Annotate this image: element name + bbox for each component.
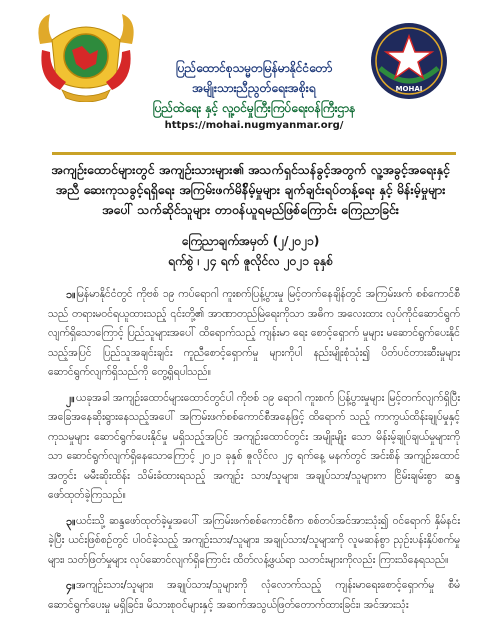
paragraph: [48, 389, 460, 506]
header-government-line: အမျိုးသားညီညွတ်ရေးအစိုးရ: [192, 81, 316, 95]
paragraph-number: ၃။: [66, 514, 76, 528]
statement-title: အကျဉ်းထောင်များတွင် အကျဉ်းသားများ၏ အသက်ရှင်သန်ခွင့်အတွက် လူ့အခွင့်အရေးနှင့်အညီ ဆေးကုသခွင့်ရရှိရေး အကြမ်းဖက်မိန်ိမ့်မှုများ ချက်ချင်းရပ်တန့်ရေး နှင့် မိန်းမ့်မှုများအပေါ် သက်ဆိုင်သူများ တာဝန်ယူရမည်ဖြစ်ကြောင်း ကြေညာခြင်း: [51, 162, 450, 217]
seal-text: MOHAI: [395, 85, 423, 93]
notice-date: ရက်စွဲ ၊ ၂၄ ရက် ဇူလိုင်လ ၂၀၂၁ ခုနှစ်: [168, 254, 333, 268]
paragraph-text: မြန်မာနိုင်ငံတွင် ကိုဗစ် ၁၉ ကပ်ရောဂါ ကူးစက်ပြန့်ပွားမှု မြင့်တက်နေချိန်တွင် အကြမ်းဖက် စစ်ကောင်စီသည် တရားမဝင်ရယူထားသည့် ၎င်းတို့၏ အာဏာတည်မြဲရေးကိုသာ အဓိက အလေးထား လုပ်ကိုင်ဆောင်ရွက်လျက်ရှိသောကြောင့် ပြည်သူများအပေါ် ထိရောက်သည့် ကျန်းမာ ရေး စောင့်ရှောက် မှုများ မဆောင်ရွက်ပေးနိုင်သည့်အပြင် ပြည်သူအချင်းချင်း ကူညီစောင့်ရှောက်မှု များကိုပါ နည်းမျိုးစုံသုံး၍ ပိတ်ပင်တားဆီးမှုများ ဆောင်ရွက်လျက်ရှိသည်ကို တွေ့ရှိရပါသည်။: [48, 288, 460, 378]
state-emblem-icon: [32, 10, 140, 102]
header-divider: [52, 152, 456, 155]
paragraph: [48, 512, 460, 571]
paragraph-text: ယင်းသို့ ဆန္ဒဖော်ထုတ်ခဲ့မှုအပေါ် အကြမ်းဖက်စစ်ကောင်စီက စစ်တပ်အင်အားသုံး၍ ဝင်ရောက် နှိမ်နင်းခဲ့ပြီး ယင်းဖြစ်စဉ်တွင် ပါဝင်ခဲ့သည့် အကျဉ်းသား/သူများ၊ အချုပ်သား/သူများကို လူမဆန်စွာ ညှဉ်းပန်းနှိပ်စက်မှုများ၊ သတ်ဖြတ်မှုများ လုပ်ဆောင်လျက်ရှိကြောင်း ထိတ်လန့်ဖွယ်ရာ သတင်းများကိုလည်း ကြားသိနေရသည်။: [48, 514, 460, 566]
statement-body: [48, 285, 460, 621]
paragraph-number: ၂။: [66, 391, 75, 405]
paragraph-text: ယခုအခါ အကျဉ်းထောင်များထောင်တွင်ပါ ကိုဗစ် ၁၉ ရောဂါ ကူးစက် ပြန့်ပွားမှုများ မြင့်တက်လျက်ရှိပြီး အခြေအနေဆိုးရွားနေသည့်အပေါ် အကြမ်းဖက်စစ်ကောင်စီအနေဖြင့် ထိရောက် သည့် ကာကွယ်ထိန်းချုပ်မှုနှင့် ကုသမှုများ ဆောင်ရွက်ပေးနိုင်မှု မရှိသည့်အပြင် အကျဉ်းထောင်တွင်း အမျိုးမျိုး သော မိန်းမ့်ချုပ်ချယ်မှုများကိုသာ ဆောင်ရွက်လျက်ရှိနေသောကြောင့် ၂၀၂၁ ခုနှစ် ဇူလိုင်လ ၂၄ ရက်နေ့ မနက်တွင် အင်းစိန် အကျဉ်းထောင်အတွင်း မမီးဆိုးထိန်း သိမ်းခံထားရသည့် အကျဉ်း သား/သူများ၊ အချုပ်သား/သူများက ငြိမ်းချမ်းစွာ ဆန္ဒဖော်ထုတ်ခဲ့ကြသည်။: [48, 391, 460, 501]
header-country-line: ပြည်ထောင်စုသမ္မတမြန်မာနိုင်ငံတော်: [175, 61, 333, 75]
paragraph-text: အကျဉ်းသား/သူများ၊ အချုပ်သား/သူများကို လုံလောက်သည့် ကျန်းမာရေးစောင့်ရှောက်မှု စီမံ ဆောင်ရွက်ပေးမှု မရှိခြင်း၊ မိသားစုဝင်များနှင့် အဆက်အသွယ်ဖြတ်တောက်ထားခြင်း၊ အင်အားသုံး: [48, 579, 460, 611]
paragraph: [48, 285, 460, 383]
paragraph-number: ၁။: [66, 288, 76, 301]
paragraph-number: ၄။: [66, 579, 76, 592]
ministry-url[interactable]: https://mohai.nugmyanmar.org/: [164, 120, 344, 131]
mohai-seal-icon: [370, 22, 448, 100]
notice-number: ကြေညာချက်အမှတ် (၂/၂၀၂၁): [181, 234, 320, 248]
header-ministry-line: ပြည်ထဲရေး နှင့် လူ့ဝင်မှုကြီးကြပ်ရေးဝန်ကြီးဌာန: [152, 101, 356, 115]
paragraph: [48, 576, 460, 615]
ministry-header: [140, 58, 368, 131]
